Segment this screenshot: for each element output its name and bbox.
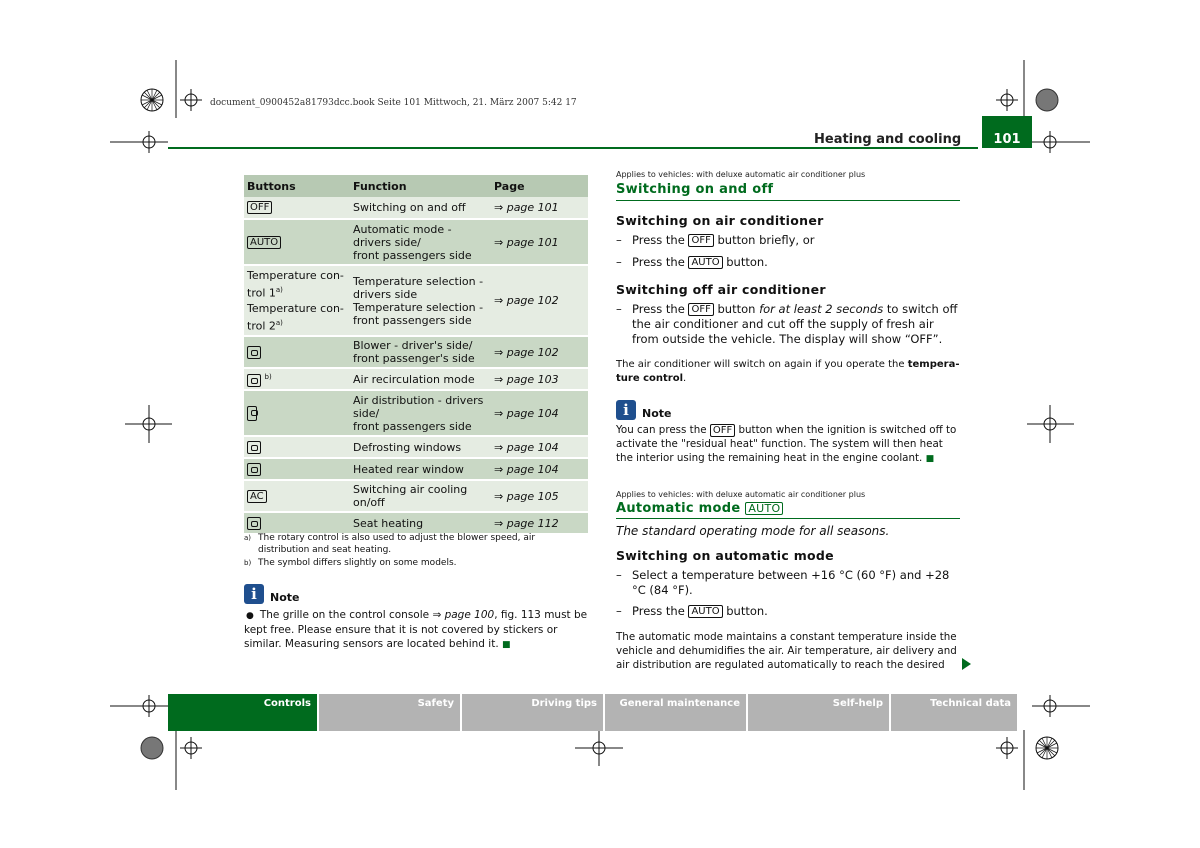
nav-item-self-help[interactable]: Self-help (748, 694, 889, 731)
page-ref-link[interactable]: ⇒ page 104 (491, 458, 588, 480)
recirculation-icon (247, 374, 261, 387)
step-item: – Press the OFF button briefly, or (616, 233, 815, 247)
rear-window-icon (247, 463, 261, 476)
subheading: Switching off air conditioner (616, 282, 826, 297)
page-number: 101 (982, 116, 1032, 148)
bullet-icon: ● (246, 611, 254, 621)
off-key: OFF (710, 424, 735, 437)
temperature-control-cell: Temperature con- trol 1$^{a)}$ Temperature con- trol 2$^{a)}$ (244, 265, 350, 336)
table-row: OFF Switching on and off ⇒ page 101 (244, 197, 588, 219)
ac-key: AC (247, 490, 267, 503)
page-ref-link[interactable]: ⇒ page 102 (491, 336, 588, 368)
air-distribution-icon (247, 406, 257, 421)
page-ref-link[interactable]: page 100 (444, 609, 495, 621)
step-item: – Press the AUTO button. (616, 255, 768, 269)
subheading: Switching on air conditioner (616, 213, 824, 228)
page-ref-link[interactable]: ⇒ page 102 (491, 265, 588, 336)
table-row: Air distribution - drivers side/ front passengers side ⇒ page 104 (244, 390, 588, 436)
page-ref-link[interactable]: ⇒ page 101 (491, 219, 588, 265)
page-ref-link[interactable]: ⇒ page 103 (491, 368, 588, 390)
info-icon: i (616, 400, 636, 420)
step-item: – Press the AUTO button. (616, 604, 768, 618)
auto-key: AUTO (247, 236, 281, 249)
buttons-table (244, 175, 588, 535)
page-title: Heating and cooling (814, 132, 962, 147)
footnote-b: b) The symbol differs slightly on some models. (244, 558, 457, 568)
col-header-function: Function (350, 175, 491, 197)
nav-item-driving-tips[interactable]: Driving tips (462, 694, 603, 731)
table-header-row (244, 175, 588, 197)
section-subtitle: The standard operating mode for all seasons. (616, 524, 890, 538)
auto-key: AUTO (688, 256, 722, 269)
table-row: Defrosting windows ⇒ page 104 (244, 436, 588, 458)
nav-item-technical-data[interactable]: Technical data (891, 694, 1017, 731)
section-rule (616, 200, 960, 201)
applies-note: Applies to vehicles: with deluxe automatic air conditioner plus (616, 170, 866, 179)
col-header-page: Page (491, 175, 588, 197)
auto-key: AUTO (688, 605, 722, 618)
table-row: AUTO Automatic mode - drivers side/ front passengers side ⇒ page 101 (244, 219, 588, 265)
table-row: AC Switching air cooling on/off ⇒ page 105 (244, 480, 588, 512)
note-title: Note (642, 407, 672, 420)
off-key: OFF (247, 201, 272, 214)
table-row: Blower - driver's side/ front passenger's side ⇒ page 102 (244, 336, 588, 368)
table-row: Heated rear window ⇒ page 104 (244, 458, 588, 480)
table-row: $^{b)}$ Air recirculation mode ⇒ page 103 (244, 368, 588, 390)
end-square-icon: ■ (925, 454, 935, 464)
header-rule (168, 147, 978, 149)
table-row: Seat heating ⇒ page 112 (244, 512, 588, 534)
section-rule (616, 518, 960, 519)
nav-item-safety[interactable]: Safety (319, 694, 460, 731)
section-title: Automatic mode AUTO (616, 501, 783, 516)
info-icon: i (244, 584, 264, 604)
footnotes (244, 532, 588, 569)
off-key: OFF (688, 303, 713, 316)
note-text: You can press the OFF button when the ignition is switched off to activate the "residual heat" function. The system will then heat the interior using the remaining heat in the engine coolant. ■ (616, 424, 957, 464)
table-row: Temperature con- trol 1$^{a)}$ Temperature con- trol 2$^{a)}$ Temperature selection - drivers side Temperature selection - front passengers side ⇒ page 102 (244, 265, 588, 336)
section-title: Switching on and off (616, 182, 774, 197)
applies-note: Applies to vehicles: with deluxe automatic air conditioner plus (616, 490, 866, 499)
note-title: Note (270, 591, 300, 604)
bottom-nav (168, 694, 1017, 731)
paragraph: The air conditioner will switch on again if you operate the tempera-ture control. (616, 359, 960, 384)
auto-key: AUTO (745, 502, 783, 515)
defrost-icon (247, 441, 261, 454)
off-key: OFF (688, 234, 713, 247)
page-ref-link[interactable]: ⇒ page 104 (491, 436, 588, 458)
step-item: – Press the OFF button for at least 2 seconds to switch off the air conditioner and cut off the supply of fresh air from outside the vehicle. The display will show “OFF”. (616, 302, 958, 346)
page-ref-link[interactable]: ⇒ page 112 (491, 512, 588, 534)
page-ref-link[interactable]: ⇒ page 101 (491, 197, 588, 219)
subheading: Switching on automatic mode (616, 548, 834, 563)
page-ref-link[interactable]: ⇒ page 104 (491, 390, 588, 436)
paragraph: The automatic mode maintains a constant temperature inside the vehicle and dehumidifies the air. Air temperature, air delivery and air distribution are regulated automatically to reach the desired (616, 631, 957, 671)
note-right (616, 400, 960, 466)
col-header-buttons: Buttons (244, 175, 350, 197)
seat-heating-icon (247, 517, 261, 530)
continue-arrow-icon (962, 658, 971, 670)
print-meta-line: document_0900452a81793dcc.book Seite 101 Mittwoch, 21. März 2007 5:42 17 (210, 98, 577, 108)
nav-item-controls[interactable]: Controls (168, 694, 317, 731)
note-left (244, 584, 589, 652)
step-item: – Select a temperature between +16 °C (60 °F) and +28 °C (84 °F). (616, 568, 950, 597)
nav-item-general-maintenance[interactable]: General maintenance (605, 694, 746, 731)
page-ref-link[interactable]: ⇒ page 105 (491, 480, 588, 512)
footnote-a: a) The rotary control is also used to adjust the blower speed, air distribution and seat heating. (244, 533, 536, 555)
fan-icon (247, 346, 261, 359)
end-square-icon: ■ (502, 640, 511, 650)
note-text: ● The grille on the control console ⇒ page 100, fig. 113 must be kept free. Please ensure that it is not covered by stickers or similar. Measuring sensors are located behind it. ■ (244, 609, 588, 650)
